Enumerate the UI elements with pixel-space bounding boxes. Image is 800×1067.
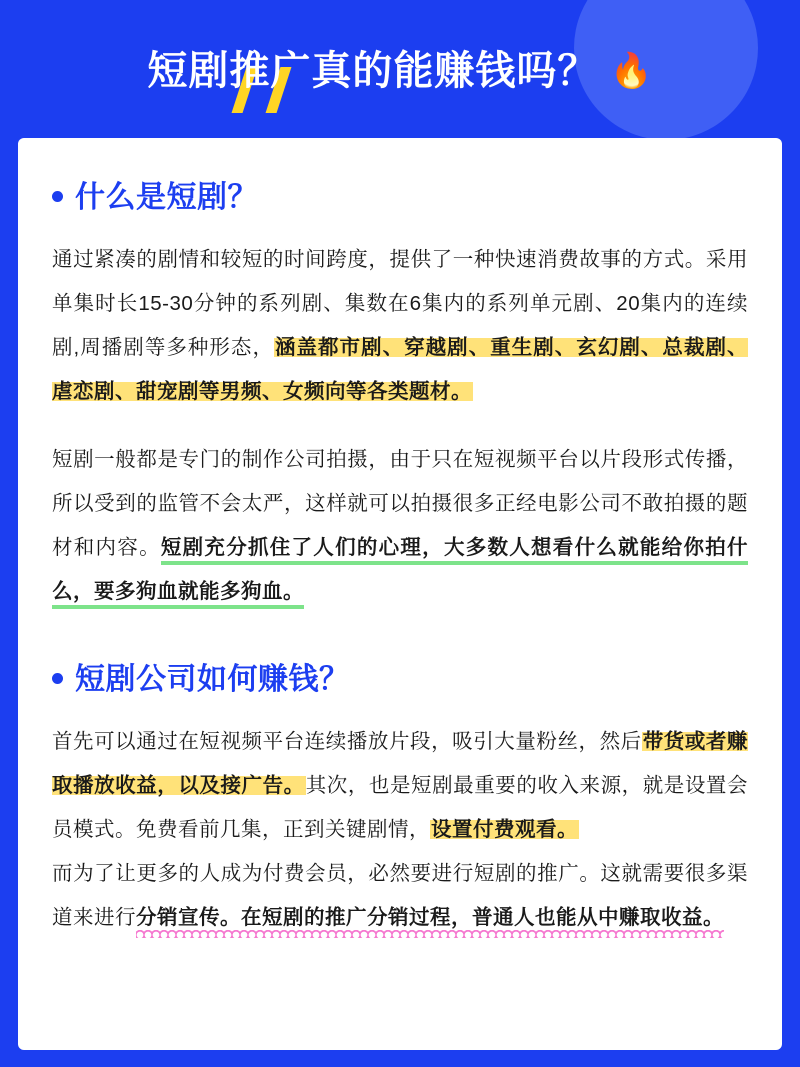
text-run-highlight-yellow: 设置付费观看。 bbox=[431, 818, 578, 841]
text-run-highlight-yellow: 涵盖都市剧、穿越剧、重生剧、玄幻剧、总裁剧、虐恋剧、甜宠剧等男频、女频向等各类题材。 bbox=[52, 336, 749, 403]
text-run-wave-pink: 分销宣传。在短剧的推广分销过程，普通人也能从中赚取收益。 bbox=[136, 906, 724, 938]
text-run-plain: 通过紧凑的剧情和较短的时间跨度，提供了一种快速消费故事的方式。采用单集时长15-30分钟的系列剧、集数在6集内的系列单元剧、20集内的连续剧,周播剧等多种形态， bbox=[52, 248, 748, 359]
text-run-underline-green: 短剧充分抓住了人们的心理，大多数人想看什么就能给你拍什么，要多狗血就能多狗血。 bbox=[52, 536, 748, 609]
fire-icon: 🔥 bbox=[610, 52, 653, 90]
poster-header bbox=[0, 30, 800, 116]
paragraph-1-2 bbox=[52, 438, 748, 614]
text-run-highlight-yellow: 带货或者赚取播放收益，以及接广告。 bbox=[52, 730, 748, 797]
title-bar bbox=[125, 43, 674, 103]
paragraph-2-1 bbox=[52, 720, 748, 852]
section-header-1 bbox=[52, 172, 748, 216]
page-title bbox=[147, 49, 598, 93]
paragraph-1-1 bbox=[52, 238, 748, 414]
text-run-plain: 首先可以通过在短视频平台连续播放片段，吸引大量粉丝，然后 bbox=[52, 730, 642, 753]
text-run-plain: 而为了让更多的人成为付费会员，必然要进行短剧的推广。这就需要很多渠道来进行 bbox=[52, 862, 748, 929]
text-run-plain: 其次，也是短剧最重要的收入来源，就是设置会员模式。免费看前几集，正到关键剧情， bbox=[52, 774, 748, 841]
paragraph-spacer bbox=[52, 420, 748, 438]
section-header-2 bbox=[52, 654, 748, 698]
section-title-2: 短剧公司如何赚钱？ bbox=[75, 663, 350, 696]
bullet-dot-icon bbox=[52, 191, 63, 202]
content-card bbox=[18, 138, 782, 1050]
section-title-1: 什么是短剧？ bbox=[75, 181, 258, 214]
text-run-plain: 短剧一般都是专门的制作公司拍摄，由于只在短视频平台以片段形式传播，所以受到的监管不会太严，这样就可以拍摄很多正经电影公司不敢拍摄的题材和内容。 bbox=[52, 448, 748, 559]
paragraph-2-2 bbox=[52, 852, 748, 940]
bullet-dot-icon bbox=[52, 673, 63, 684]
section-spacer bbox=[52, 620, 748, 654]
title-text: 短剧推广真的能赚钱吗？ bbox=[147, 49, 599, 93]
